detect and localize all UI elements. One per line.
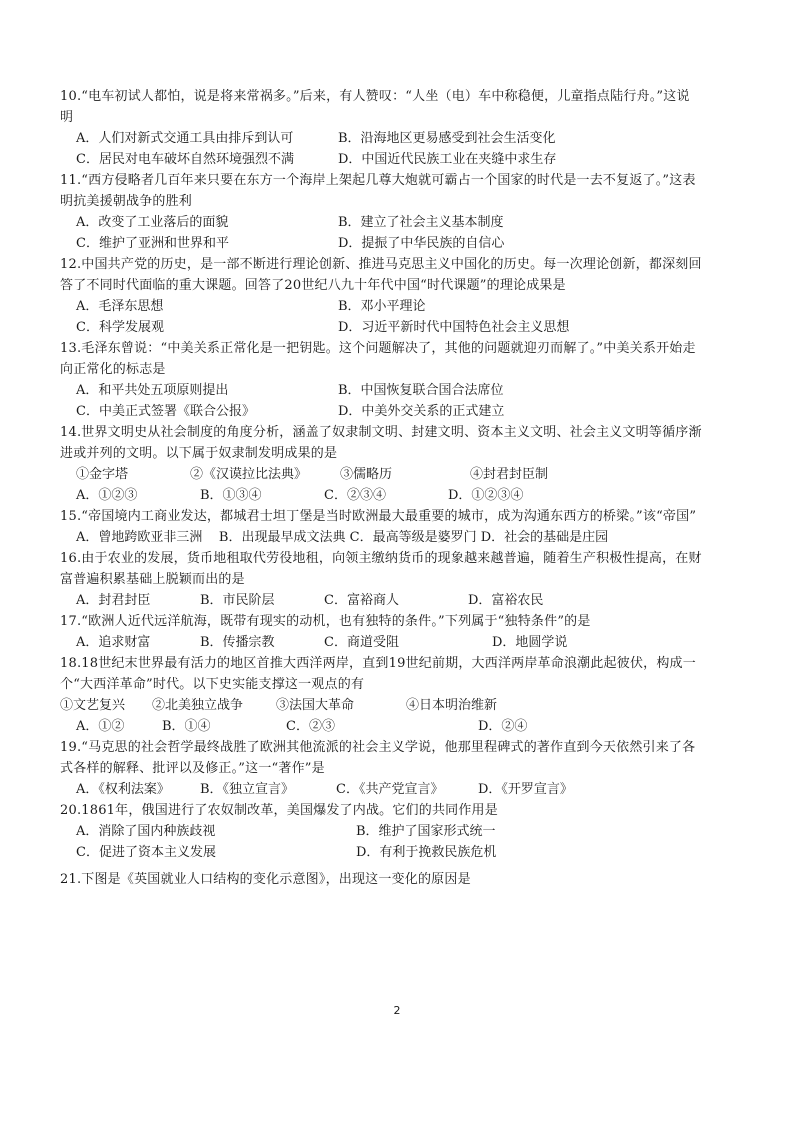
- option-d: D．社会的基础是庄园: [480, 530, 609, 545]
- option-d: D．习近平新时代中国特色社会主义思想: [338, 320, 570, 335]
- question-14: [60, 422, 702, 506]
- option-d: D．中国近代民族工业在夹缝中求生存: [338, 152, 557, 167]
- option-list: [60, 632, 702, 653]
- question-stem: 20.1861年，俄国进行了农奴制改革，美国爆发了内战。它们的共同作用是: [60, 803, 498, 818]
- question-20: [60, 800, 702, 863]
- option-list: [60, 296, 702, 338]
- option-d: D．富裕农民: [468, 593, 544, 608]
- option-d: D．有利于挽救民族危机: [356, 845, 497, 860]
- option-b: B．中国恢复联合国合法席位: [338, 383, 504, 398]
- item-1: ①金字塔: [76, 467, 129, 482]
- option-list: [60, 716, 702, 737]
- option-a: A．①②③: [76, 488, 138, 503]
- option-c: C．富裕商人: [324, 593, 399, 608]
- question-18: [60, 653, 702, 737]
- option-list: [60, 779, 702, 800]
- option-d: D．地圆学说: [492, 635, 568, 650]
- option-c: C．维护了亚洲和世界和平: [76, 236, 229, 251]
- option-d: D．提振了中华民族的自信心: [338, 236, 505, 251]
- question-stem: 14.世界文明史从社会制度的角度分析，涵盖了奴隶制文明、封建文明、资本主义文明、社会主义文明等循序渐进或并列的文明。以下属于奴隶制发明成果的是: [60, 425, 702, 461]
- item-4: ④日本明治维新: [406, 698, 498, 713]
- option-c: C．促进了资本主义发展: [76, 845, 216, 860]
- option-d: D．①②③④: [448, 488, 524, 503]
- question-stem: 13.毛泽东曾说：“中美关系正常化是一把钥匙。这个问题解决了，其他的问题就迎刃而解了。”中美关系开始走向正常化的标志是: [60, 341, 696, 377]
- question-stem: 10.“电车初试人都怕，说是将来常祸多。”后来，有人赞叹：“人坐（电）车中称稳便，儿童指点陆行舟。”这说明: [60, 89, 690, 125]
- option-b: B．沿海地区更易感受到社会生活变化: [338, 131, 556, 146]
- option-c: C．最高等级是婆罗门: [349, 530, 477, 545]
- option-list: [60, 128, 702, 170]
- item-3: ③法国大革命: [276, 698, 355, 713]
- question-stem: 19.“马克思的社会哲学最终战胜了欧洲其他流派的社会主义学说，他那里程碑式的著作直到今天依然引来了各式各样的解释、批评以及修正。”这一“著作”是: [60, 740, 696, 776]
- option-c: C．居民对电车破坏自然环境强烈不满: [76, 152, 294, 167]
- option-list: [60, 212, 702, 254]
- question-21: [60, 869, 702, 890]
- item-4: ④封君封臣制: [470, 467, 549, 482]
- option-a: A．改变了工业落后的面貌: [76, 215, 229, 230]
- option-list: [60, 380, 702, 422]
- question-12: [60, 254, 702, 338]
- option-a: A．和平共处五项原则提出: [76, 383, 229, 398]
- option-b: B．建立了社会主义基本制度: [338, 215, 504, 230]
- question-stem: 21.下图是《英国就业人口结构的变化示意图》，出现这一变化的原因是: [60, 872, 471, 887]
- option-a: A．曾地跨欧亚非三洲: [76, 530, 203, 545]
- page-number: 2: [393, 1004, 401, 1017]
- option-b: B．邓小平理论: [338, 299, 426, 314]
- question-16: [60, 548, 702, 611]
- option-list: [60, 590, 702, 611]
- question-15: [60, 506, 702, 548]
- option-c: C．②③: [286, 719, 335, 734]
- option-a: A．消除了国内种族歧视: [76, 824, 216, 839]
- option-c: C．《共产党宣言》: [336, 782, 444, 797]
- item-3: ③儒略历: [340, 467, 393, 482]
- option-c: C．②③④: [324, 488, 386, 503]
- option-list: [60, 485, 702, 506]
- question-stem: 12.中国共产党的历史，是一部不断进行理论创新、推进马克思主义中国化的历史。每一次理论创新，都深刻回答了不同时代面临的重大课题。回答了20世纪八九十年代中国“时代课题”的理论成果是: [60, 257, 702, 293]
- option-b: B．维护了国家形式统一: [356, 824, 496, 839]
- option-c: C．科学发展观: [76, 320, 164, 335]
- option-b: B．传播宗教: [200, 635, 275, 650]
- question-stem: 15.“帝国境内工商业发达，都城君士坦丁堡是当时欧洲最大最重要的城市，成为沟通东西方的桥梁。”该“帝国”: [60, 509, 697, 524]
- question-11: [60, 170, 702, 254]
- option-list: [60, 527, 702, 548]
- question-19: [60, 737, 702, 800]
- numbered-items: [60, 695, 702, 716]
- option-b: B．《独立宣言》: [200, 782, 295, 797]
- question-10: [60, 86, 702, 170]
- option-c: C．中美正式签署《联合公报》: [76, 404, 255, 419]
- option-a: A．追求财富: [76, 635, 151, 650]
- option-a: A．封君封臣: [76, 593, 151, 608]
- option-c: C．商道受阻: [324, 635, 399, 650]
- option-b: B．①④: [162, 719, 211, 734]
- option-a: A．人们对新式交通工具由排斥到认可: [76, 131, 294, 146]
- option-b: B．①③④: [200, 488, 262, 503]
- option-d: D．《开罗宣言》: [478, 782, 573, 797]
- item-2: ②北美独立战争: [152, 698, 244, 713]
- option-list: [60, 821, 702, 863]
- item-2: ②《汉谟拉比法典》: [190, 467, 308, 482]
- question-stem: 16.由于农业的发展，货币地租取代劳役地租，向领主缴纳货币的现象越来越普遍，随着生产积极性提高，在财富普遍积累基础上脱颖而出的是: [60, 551, 702, 587]
- question-stem: 11.“西方侵略者几百年来只要在东方一个海岸上架起几尊大炮就可霸占一个国家的时代是一去不复返了。”这表明抗美援朝战争的胜利: [60, 173, 696, 209]
- option-d: D．中美外交关系的正式建立: [338, 404, 505, 419]
- option-a: A．①②: [76, 719, 125, 734]
- numbered-items: [60, 464, 702, 485]
- item-1: ①文艺复兴: [60, 698, 126, 713]
- option-d: D．②④: [478, 719, 528, 734]
- option-b: B．市民阶层: [200, 593, 275, 608]
- option-a: A．毛泽东思想: [76, 299, 164, 314]
- question-17: [60, 611, 702, 653]
- option-a: A．《权利法案》: [76, 782, 170, 797]
- question-13: [60, 338, 702, 422]
- question-stem: 17.“欧洲人近代远洋航海，既带有现实的动机，也有独特的条件。”下列属于“独特条件”的是: [60, 614, 591, 629]
- option-b: B．出现最早成文法典: [218, 530, 346, 545]
- question-stem: 18.18世纪末世界最有活力的地区首推大西洋两岸，直到19世纪前期，大西洋两岸革命浪潮此起彼伏，构成一个“大西洋革命”时代。以下史实能支撑这一观点的有: [60, 656, 696, 692]
